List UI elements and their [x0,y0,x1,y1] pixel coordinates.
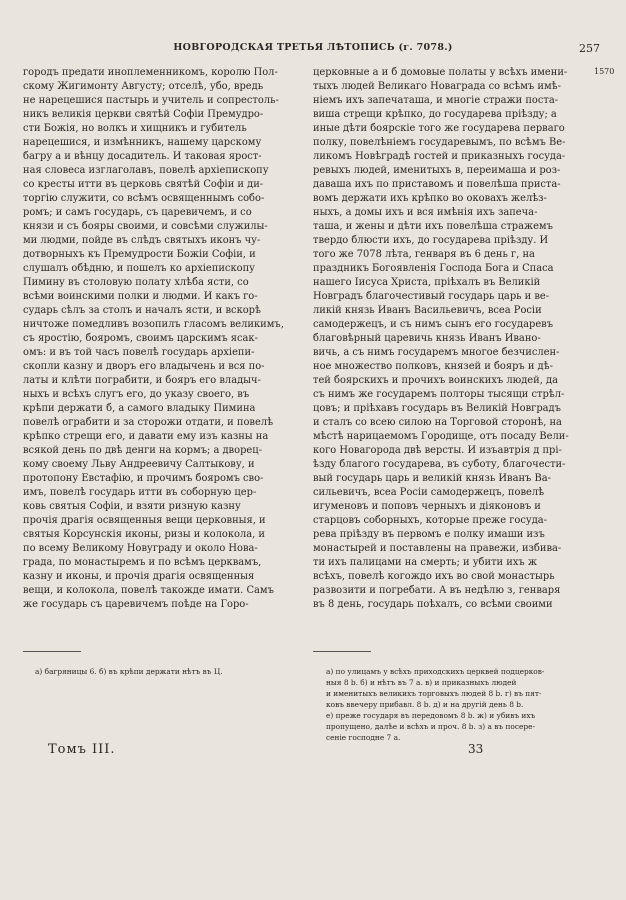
text-line: скопли казну и дворъ его владычень и вся по- [23,361,265,372]
text-line: ревыхъ людей, именитыхъ в, переимаша и роз- [313,165,561,176]
text-line: же государь съ царевичемъ поѣде на Горо- [23,599,249,610]
text-line: сударь сѣлъ за столъ и началъ ясти, и вскорѣ [23,305,261,316]
text-line: праздникъ Богоявленія Господа Бога и Спаса [313,263,554,274]
text-line: городъ предати иноплеменникомъ, королю Пол- [23,67,278,78]
text-line: тей боярскихъ и прочихъ воинскихъ людей, да [313,375,558,386]
text-line: того же 7078 лѣта, генваря въ 6 день г, на [313,249,535,260]
text-line: ѣзду благого государева, въ суботу, благочести- [313,459,566,470]
right-text-column [313,66,583,612]
text-line: князи и съ бояры своими, и совсѣми служилы- [23,221,268,232]
footnotes-right [326,666,544,743]
left-text-column [23,66,287,612]
text-line: старцовъ соборныхъ, которые преже госуда- [313,515,548,526]
text-line: всякой день по двѣ денги на кормъ; а дворец- [23,445,262,456]
volume-mark: Томъ III. [48,742,116,757]
text-line: таша, и жены и дѣти ихъ повелѣша стражемъ [313,221,553,232]
text-line: протопону Евстафію, и прочимъ бояромъ сво- [23,473,264,484]
text-line: мѣстѣ нарицаемомъ Городище, отъ посаду Вели- [313,431,569,442]
text-line: прочія драгія освященныя вещи церковныя, и [23,515,266,526]
text-line: благовѣрный царевичь князь Иванъ Ивано- [313,333,541,344]
footnote-divider-left [23,651,81,652]
text-line: виша стрещи крѣпко, до государева пріѣзду; а [313,109,557,120]
text-line: никъ великія церкви святѣй Софіи Премудро- [23,109,264,120]
text-line: и сталъ со всею силою на Торговой сторонѣ, на [313,417,562,428]
text-line: латы и клѣти пограбити, и бояръ его владыч- [23,375,261,386]
text-line: вещи, и колокола, повелѣ такожде имати. Самъ [23,585,274,596]
text-line: крѣпко стрещи его, и давати ему изъ казны на [23,431,269,442]
footnote-line: а) по улицамъ у всѣхъ приходскихъ церквей подцерков- [326,667,545,676]
margin-year-note: 1570 [594,67,615,76]
text-line: скому Жигимонту Августу; отселѣ, убо, вредь [23,81,264,92]
text-line: кого Новагорода двѣ версты. И изъавтрія д прі- [313,445,562,456]
text-line: ніемъ ихъ запечаташа, и многіе стражи поста- [313,95,559,106]
text-line: съ нимъ же государемъ полторы тысящи стрѣл- [313,389,565,400]
signature-number: 33 [468,742,484,756]
footnotes-left: а) багряницы 6. б) въ крѣпи держати нѣтъ въ Ц. [35,667,223,676]
text-line: со кресты итти въ церковь святѣй Софіи и ди- [23,179,264,190]
text-line: тыхъ людей Великаго Новаграда со всѣмъ имѣ- [313,81,561,92]
text-line: Пимину въ столовую полату хлѣба ясти, со [23,277,249,288]
running-header: НОВГОРОДСКАЯ ТРЕТЬЯ ЛѢТОПИСЬ (г. 7078.) [173,42,453,53]
text-line: цовъ; и пріѣхавъ государь въ Великій Новградъ [313,403,561,414]
text-line: сильевичъ, всеа Росіи самодержецъ, повелѣ [313,487,545,498]
text-line: ная словеса изглаголавъ, повелѣ архіепископу [23,165,269,176]
text-line: монастырей и поставлены на правежи, избива- [313,543,562,554]
text-line: багру а и вѣнцу досадитель. И таковая ярост- [23,151,262,162]
text-line: игуменовъ и поповъ черныхъ и діяконовъ и [313,501,541,512]
text-line: сти Божія, но волкъ и хищникъ и губитель [23,123,247,134]
text-line: ныхъ, а домы ихъ и вся имѣнія ихъ запеча- [313,207,538,218]
text-line: иные дѣти боярскіе того же государева перваго [313,123,565,134]
footnote-line: ныя 8 b. б) и нѣтъ въ 7 а. в) и приказныхъ людей [326,678,517,687]
text-line: полку, повелѣніемъ государевымъ, по всѣмъ Ве- [313,137,566,148]
footnote-divider-right [313,651,371,652]
text-line: въ 8 день, государь поѣхалъ, со всѣми своими [313,599,553,610]
text-line: ромъ; и самъ государь, съ царевичемъ, и со [23,207,252,218]
text-line: повелѣ ограбити и за сторожи отдати, и повелѣ [23,417,274,428]
text-line: имъ, повелѣ государь итти въ соборную цер- [23,487,257,498]
text-line: ничтоже помедливъ возопилъ гласомъ великимъ, [23,319,284,330]
text-line: святыя Корсунскія иконы, ризы и колокола, и [23,529,265,540]
text-line: твердо блюсти ихъ, до государева пріѣзду. И [313,235,549,246]
text-line: казну и иконы, и прочія драгія освященныя [23,571,255,582]
text-line: по всему Великому Новуграду и около Новa- [23,543,258,554]
text-line: ное множество полковъ, князей и бояръ и дѣ- [313,361,553,372]
text-line: торгію служити, со всѣмъ освященнымъ собо- [23,193,265,204]
text-line: церковные а и б домовые полаты у всѣхъ имени- [313,67,568,78]
text-line: крѣпи держати б, а самого владыку Пимина [23,403,256,414]
text-line: нарецешися, и измѣнникъ, нашему царскому [23,137,262,148]
text-line: даваша ихъ по приставомъ и повелѣша приста- [313,179,561,190]
text-line: омъ: и въ той часъ повелѣ государь архіепи- [23,347,255,358]
text-line: вый государь царь и великій князь Иванъ Ва- [313,473,551,484]
text-line: вомъ держати ихъ крѣпко во оковахъ желѣз- [313,193,547,204]
footnote-line: пропущено, далѣе и всѣхъ и проч. 8 b. з) а въ посере- [326,722,535,731]
text-line: ликомъ Новѣградѣ гостей и приказныхъ госуда- [313,151,566,162]
text-line: дотворныхъ къ Премудрости Божіи Софіи, и [23,249,256,260]
text-line: рева пріѣзду въ первомъ е полку имаши изъ [313,529,545,540]
text-line: града, по монастыремъ и по всѣмъ церквамъ, [23,557,262,568]
text-line: съ яростію, бояромъ, своимъ царскимъ ясак- [23,333,258,344]
text-line: не нарецешися пастырь и учитель и сопрестоль- [23,95,279,106]
page-number: 257 [579,42,600,55]
text-line: всѣхъ, повелѣ когождо ихъ во свой монастырь [313,571,555,582]
text-line: самодержецъ, и съ нимъ сынъ его государевъ [313,319,553,330]
footnote-line: е) преже государя въ передовомъ 8 b. ж) и убивъ ихъ [326,711,536,720]
text-line: слушалъ обѣдню, и пошелъ ко архіепископу [23,263,255,274]
text-line: ныхъ и всѣхъ слугъ его, до указу своего, въ [23,389,250,400]
text-line: Новградъ благочестивый государь царь и ве- [313,291,550,302]
text-line: кому своему Льву Андреевичу Салтыкову, и [23,459,255,470]
text-line: ми людми, пойде въ слѣдъ святыхъ иконъ чу- [23,235,261,246]
footnote-line: ковъ ввечеру прибавл. 8 b. д) и на другій день 8 b. [326,700,524,709]
text-line: ковь святыя Софіи, и взяти ризную казну [23,501,241,512]
text-line: вичь, а съ нимъ государемъ многое безчислен- [313,347,560,358]
text-line: нашего Іисуса Христа, пріѣхалъ въ Великій [313,277,541,288]
text-line: всѣми воинскими полки и людми. И какъ го- [23,291,258,302]
text-line: развозити и погребати. А въ недѣлю з, генваря [313,585,561,596]
footnote-line: и именитыхъ великихъ торговыхъ людей 8 b. г) въ пят- [326,689,542,698]
footnote-line: сеніе господне 7 а. [326,733,401,742]
text-line: ликій князь Иванъ Васильевичъ, всеа Росіи [313,305,542,316]
text-line: ти ихъ палицами на смерть; и убити ихъ ж [313,557,537,568]
